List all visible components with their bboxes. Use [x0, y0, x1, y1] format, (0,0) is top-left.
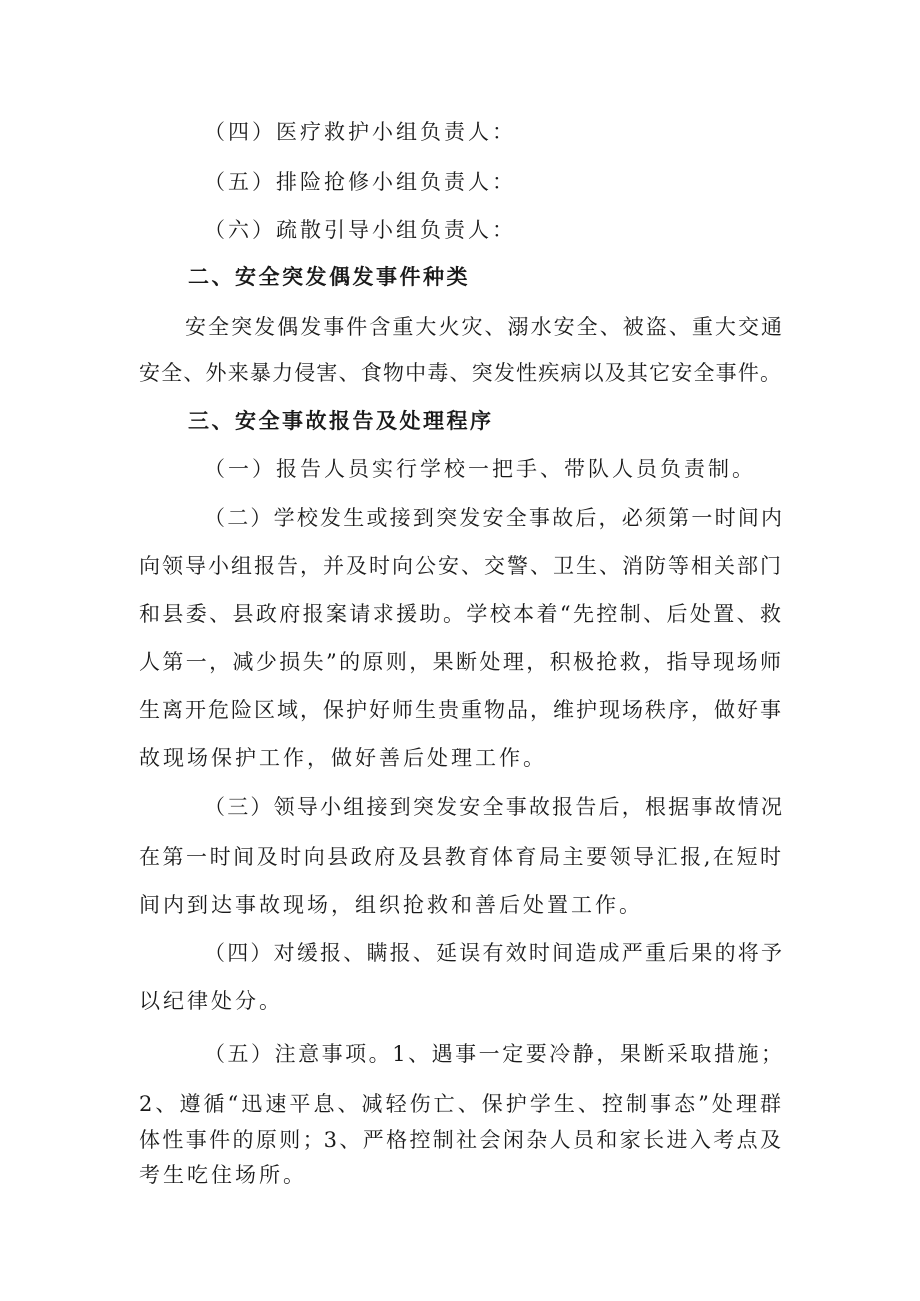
section-2-line: 安全突发偶发事件含重大火灾、溺水安全、被盗、重大交通 — [185, 315, 782, 339]
item-3-line: 间内到达事故现场，组织抢救和善后处置工作。 — [139, 893, 643, 917]
item-2-line: 故现场保护工作，做好善后处理工作。 — [139, 746, 547, 770]
item-1: （一）报告人员实行学校一把手、带队人员负责制。 — [204, 457, 756, 481]
section-2-line: 安全、外来暴力侵害、食物中毒、突发性疾病以及其它安全事件。 — [139, 361, 781, 385]
item-2-line: 生离开危险区域，保护好师生贵重物品，维护现场秩序，做好事 — [139, 698, 781, 722]
item-2-line: 人第一，减少损失”的原则，果断处理，积极抢救，指导现场师 — [139, 650, 781, 674]
section-2-heading: 二、安全突发偶发事件种类 — [188, 265, 470, 289]
item-5-line: 2、遵循“迅速平息、减轻伤亡、保护学生、控制事态”处理群 — [139, 1092, 781, 1116]
item-3-line: （三）领导小组接到突发安全事故报告后，根据事故情况 — [204, 795, 782, 819]
item-5-line: 考生吃住场所。 — [139, 1163, 307, 1187]
item-5-line: （五）注意事项。1、遇事一定要冷静，果断采取措施； — [204, 1042, 782, 1066]
group-repair: （五）排险抢修小组负责人： — [204, 170, 516, 194]
item-2-line: 向领导小组报告，并及时向公安、交警、卫生、消防等相关部门 — [139, 554, 781, 578]
item-2-line: 和县委、县政府报案请求援助。学校本着“先控制、后处置、救 — [139, 602, 781, 626]
section-3-heading: 三、安全事故报告及处理程序 — [188, 409, 494, 433]
item-3-line: 在第一时间及时向县政府及县教育体育局主要领导汇报,在短时 — [139, 845, 781, 869]
group-evacuation: （六）疏散引导小组负责人： — [204, 218, 516, 242]
item-4-line: 以纪律处分。 — [139, 989, 283, 1013]
item-5-line: 体性事件的原则；3、严格控制社会闲杂人员和家长进入考点及 — [139, 1128, 781, 1152]
item-2-line: （二）学校发生或接到突发安全事故后，必须第一时间内 — [204, 506, 782, 530]
group-medical: （四）医疗救护小组负责人： — [204, 120, 516, 144]
item-4-line: （四）对缓报、瞒报、延误有效时间造成严重后果的将予 — [204, 941, 782, 965]
